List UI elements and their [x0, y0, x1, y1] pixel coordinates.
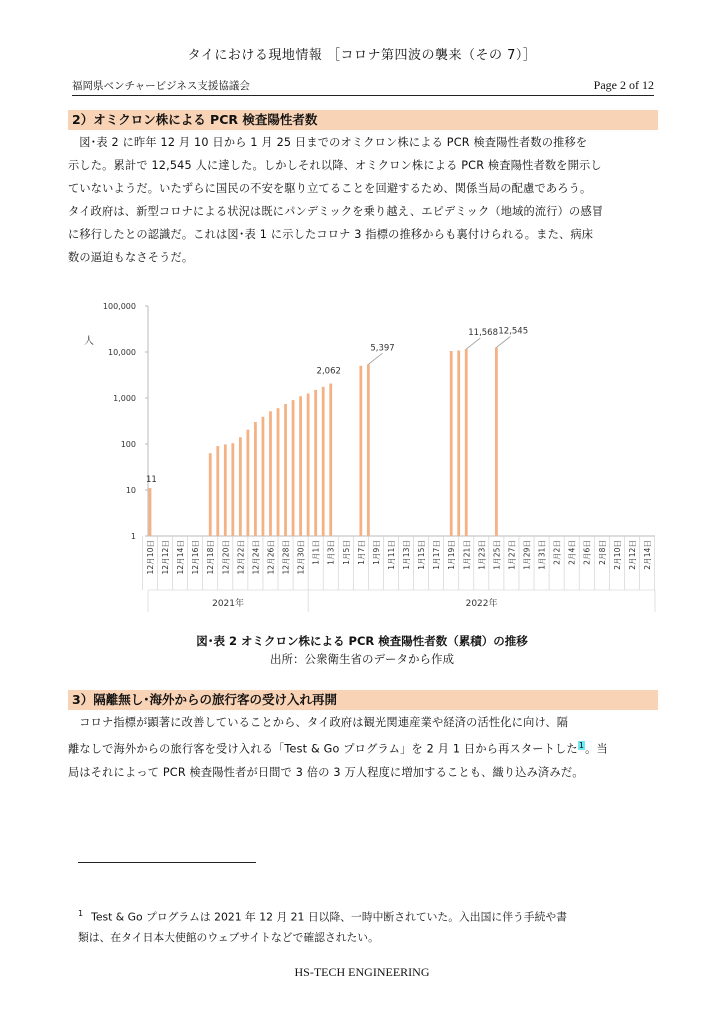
bar	[299, 396, 302, 536]
section-3-line: 局はそれによって PCR 検査陽性者が日間で 3 倍の 3 万人程度に増加することも、織り込み済みだ。	[68, 765, 584, 779]
bar	[307, 394, 310, 536]
bar	[465, 349, 468, 536]
footnote-line: 類は、在タイ日本大使館のウェブサイトなどで確認されたい。	[78, 930, 379, 944]
x-category-label: 1月19日	[447, 540, 457, 570]
bar	[209, 453, 212, 536]
x-category-label: 12月24日	[251, 540, 261, 575]
x-category-label: 1月11日	[386, 540, 396, 570]
bar	[450, 351, 453, 536]
x-category-label: 12月28日	[281, 540, 291, 575]
x-category-label: 12月30日	[296, 540, 306, 575]
x-category-label: 1月17日	[432, 540, 442, 570]
page-number: Page 2 of 12	[593, 78, 654, 92]
x-category-label: 1月13日	[402, 540, 412, 570]
bar	[149, 488, 152, 536]
data-label: 12,545	[498, 326, 529, 337]
x-category-label: 1月7日	[356, 540, 366, 565]
section-2-line: ていないようだ。いたずらに国民の不安を駆り立てることを回避するため、関係当局の配慮であろう。	[68, 182, 592, 195]
page-footer: HS-TECH ENGINEERING	[294, 965, 430, 979]
x-category-label: 1月21日	[462, 540, 472, 570]
bar	[292, 400, 295, 536]
section-3-line-text: 離なしで海外からの旅行客を受け入れる「Test & Go プログラム」を 2 月 1 日から再スタートした	[68, 742, 578, 756]
section-2-line: 図･表 2 に昨年 12 月 10 日から 1 月 25 日までのオミクロン株による PCR 検査陽性者数の推移を	[79, 136, 588, 149]
x-category-label: 2月2日	[552, 540, 562, 565]
bar	[254, 422, 257, 536]
x-category-label: 1月23日	[477, 540, 487, 570]
section-2-line: タイ政府は、新型コロナによる状況は既にパンデミックを乗り越え、エピデミック（地域的流行）の感冒	[68, 205, 604, 218]
footnote-text: Test & Go プログラムは 2021 年 12 月 21 日以降、一時中断されていた。入出国に伴う手続や書	[91, 910, 567, 924]
bar	[329, 384, 332, 536]
footnote-number: 1	[78, 909, 84, 918]
x-category-label: 1月29日	[522, 540, 532, 570]
footnote-divider	[78, 862, 256, 863]
bar	[284, 404, 287, 536]
x-category-label: 1月9日	[371, 540, 381, 565]
bar	[224, 444, 227, 536]
x-category-label: 12月18日	[206, 540, 216, 575]
footnote	[78, 904, 658, 948]
section-3-line: コロナ指標が顕著に改善していることから、タイ政府は観光関連産業や経済の活性化に向け、隔	[79, 716, 569, 729]
x-category-label: 1月31日	[537, 540, 547, 570]
section-3-line	[68, 734, 658, 761]
bar	[322, 387, 325, 536]
bar	[359, 366, 362, 536]
y-tick-label: 10,000	[108, 348, 136, 357]
x-category-label: 12月16日	[191, 540, 201, 575]
section-2-line: 示した。累計で 12,545 人に達した。しかしそれ以降、オミクロン株による PCR 検査陽性者数を開示し	[68, 159, 602, 172]
data-label-leader	[496, 336, 510, 347]
x-category-label: 2月6日	[582, 540, 592, 565]
section-3-body	[68, 711, 658, 784]
bar	[277, 408, 280, 536]
x-category-label: 2月10日	[612, 540, 622, 570]
figure-caption: 図･表 2 オミクロン株による PCR 検査陽性者数（累積）の推移	[196, 634, 528, 648]
bar	[314, 390, 317, 536]
x-category-label: 2月8日	[597, 540, 607, 565]
footnote-line	[78, 904, 658, 928]
y-tick-label: 100	[120, 440, 136, 449]
x-category-label: 12月12日	[161, 540, 171, 575]
y-tick-label: 10	[125, 486, 136, 495]
bar	[457, 350, 460, 536]
x-category-label: 1月15日	[417, 540, 427, 570]
section-3-line-text: 。当	[585, 742, 608, 756]
bar	[239, 437, 242, 536]
x-category-label: 12月10日	[146, 540, 155, 575]
x-category-label: 12月22日	[236, 540, 246, 575]
y-axis-label: 人	[84, 336, 94, 347]
document-title: タイにおける現地情報 ［コロナ第四波の襲来（その 7）］	[187, 48, 537, 63]
bar	[262, 417, 265, 536]
section-2-line: 数の逼迫もなさそうだ。	[68, 251, 194, 264]
y-tick-label: 100,000	[102, 302, 136, 311]
data-label: 2,062	[316, 366, 341, 377]
page-subheader	[72, 78, 654, 96]
data-label-leader	[466, 338, 480, 349]
x-category-label: 12月26日	[266, 540, 276, 575]
omicron-pcr-chart	[80, 290, 670, 620]
bar	[367, 364, 370, 536]
bar	[495, 347, 498, 536]
x-category-label: 1月27日	[507, 540, 517, 570]
x-category-label: 2月4日	[567, 540, 577, 565]
x-category-label: 12月14日	[176, 540, 186, 575]
data-label: 11	[146, 475, 157, 486]
section-3-heading: 3）隔離無し･海外からの旅行客の受け入れ再開	[68, 690, 658, 710]
section-2-heading: 2）オミクロン株による PCR 検査陽性者数	[68, 110, 658, 130]
x-category-label: 2月14日	[642, 540, 652, 570]
year-label-2021: 2021年	[212, 599, 245, 609]
chart-canvas	[80, 290, 670, 620]
bar	[231, 443, 234, 536]
footnote-reference[interactable]: 1	[578, 741, 585, 750]
x-category-label: 1月1日	[311, 540, 321, 565]
x-category-label: 12月20日	[221, 540, 231, 575]
organization-name: 福岡県ベンチャービジネス支援協議会	[72, 80, 250, 92]
data-label: 5,397	[370, 343, 395, 354]
bar	[216, 446, 219, 536]
year-label-2022: 2022年	[465, 599, 498, 609]
data-label: 11,568	[468, 328, 499, 339]
x-category-label: 1月5日	[341, 540, 351, 565]
y-tick-label: 1	[130, 532, 136, 541]
bar	[269, 411, 272, 536]
section-2-line: に移行したとの認識だ。これは図･表 1 に示したコロナ 3 指標の推移からも裏付けられる。また、病床	[68, 228, 594, 241]
section-2-body	[68, 131, 658, 269]
figure-source: 出所：公衆衛生省のデータから作成	[270, 652, 454, 666]
x-category-label: 2月12日	[627, 540, 637, 570]
x-category-label: 1月3日	[326, 540, 336, 565]
bar	[246, 430, 249, 536]
y-tick-label: 1,000	[113, 394, 136, 403]
data-label-leader	[368, 353, 382, 364]
x-category-label: 1月25日	[492, 540, 502, 570]
